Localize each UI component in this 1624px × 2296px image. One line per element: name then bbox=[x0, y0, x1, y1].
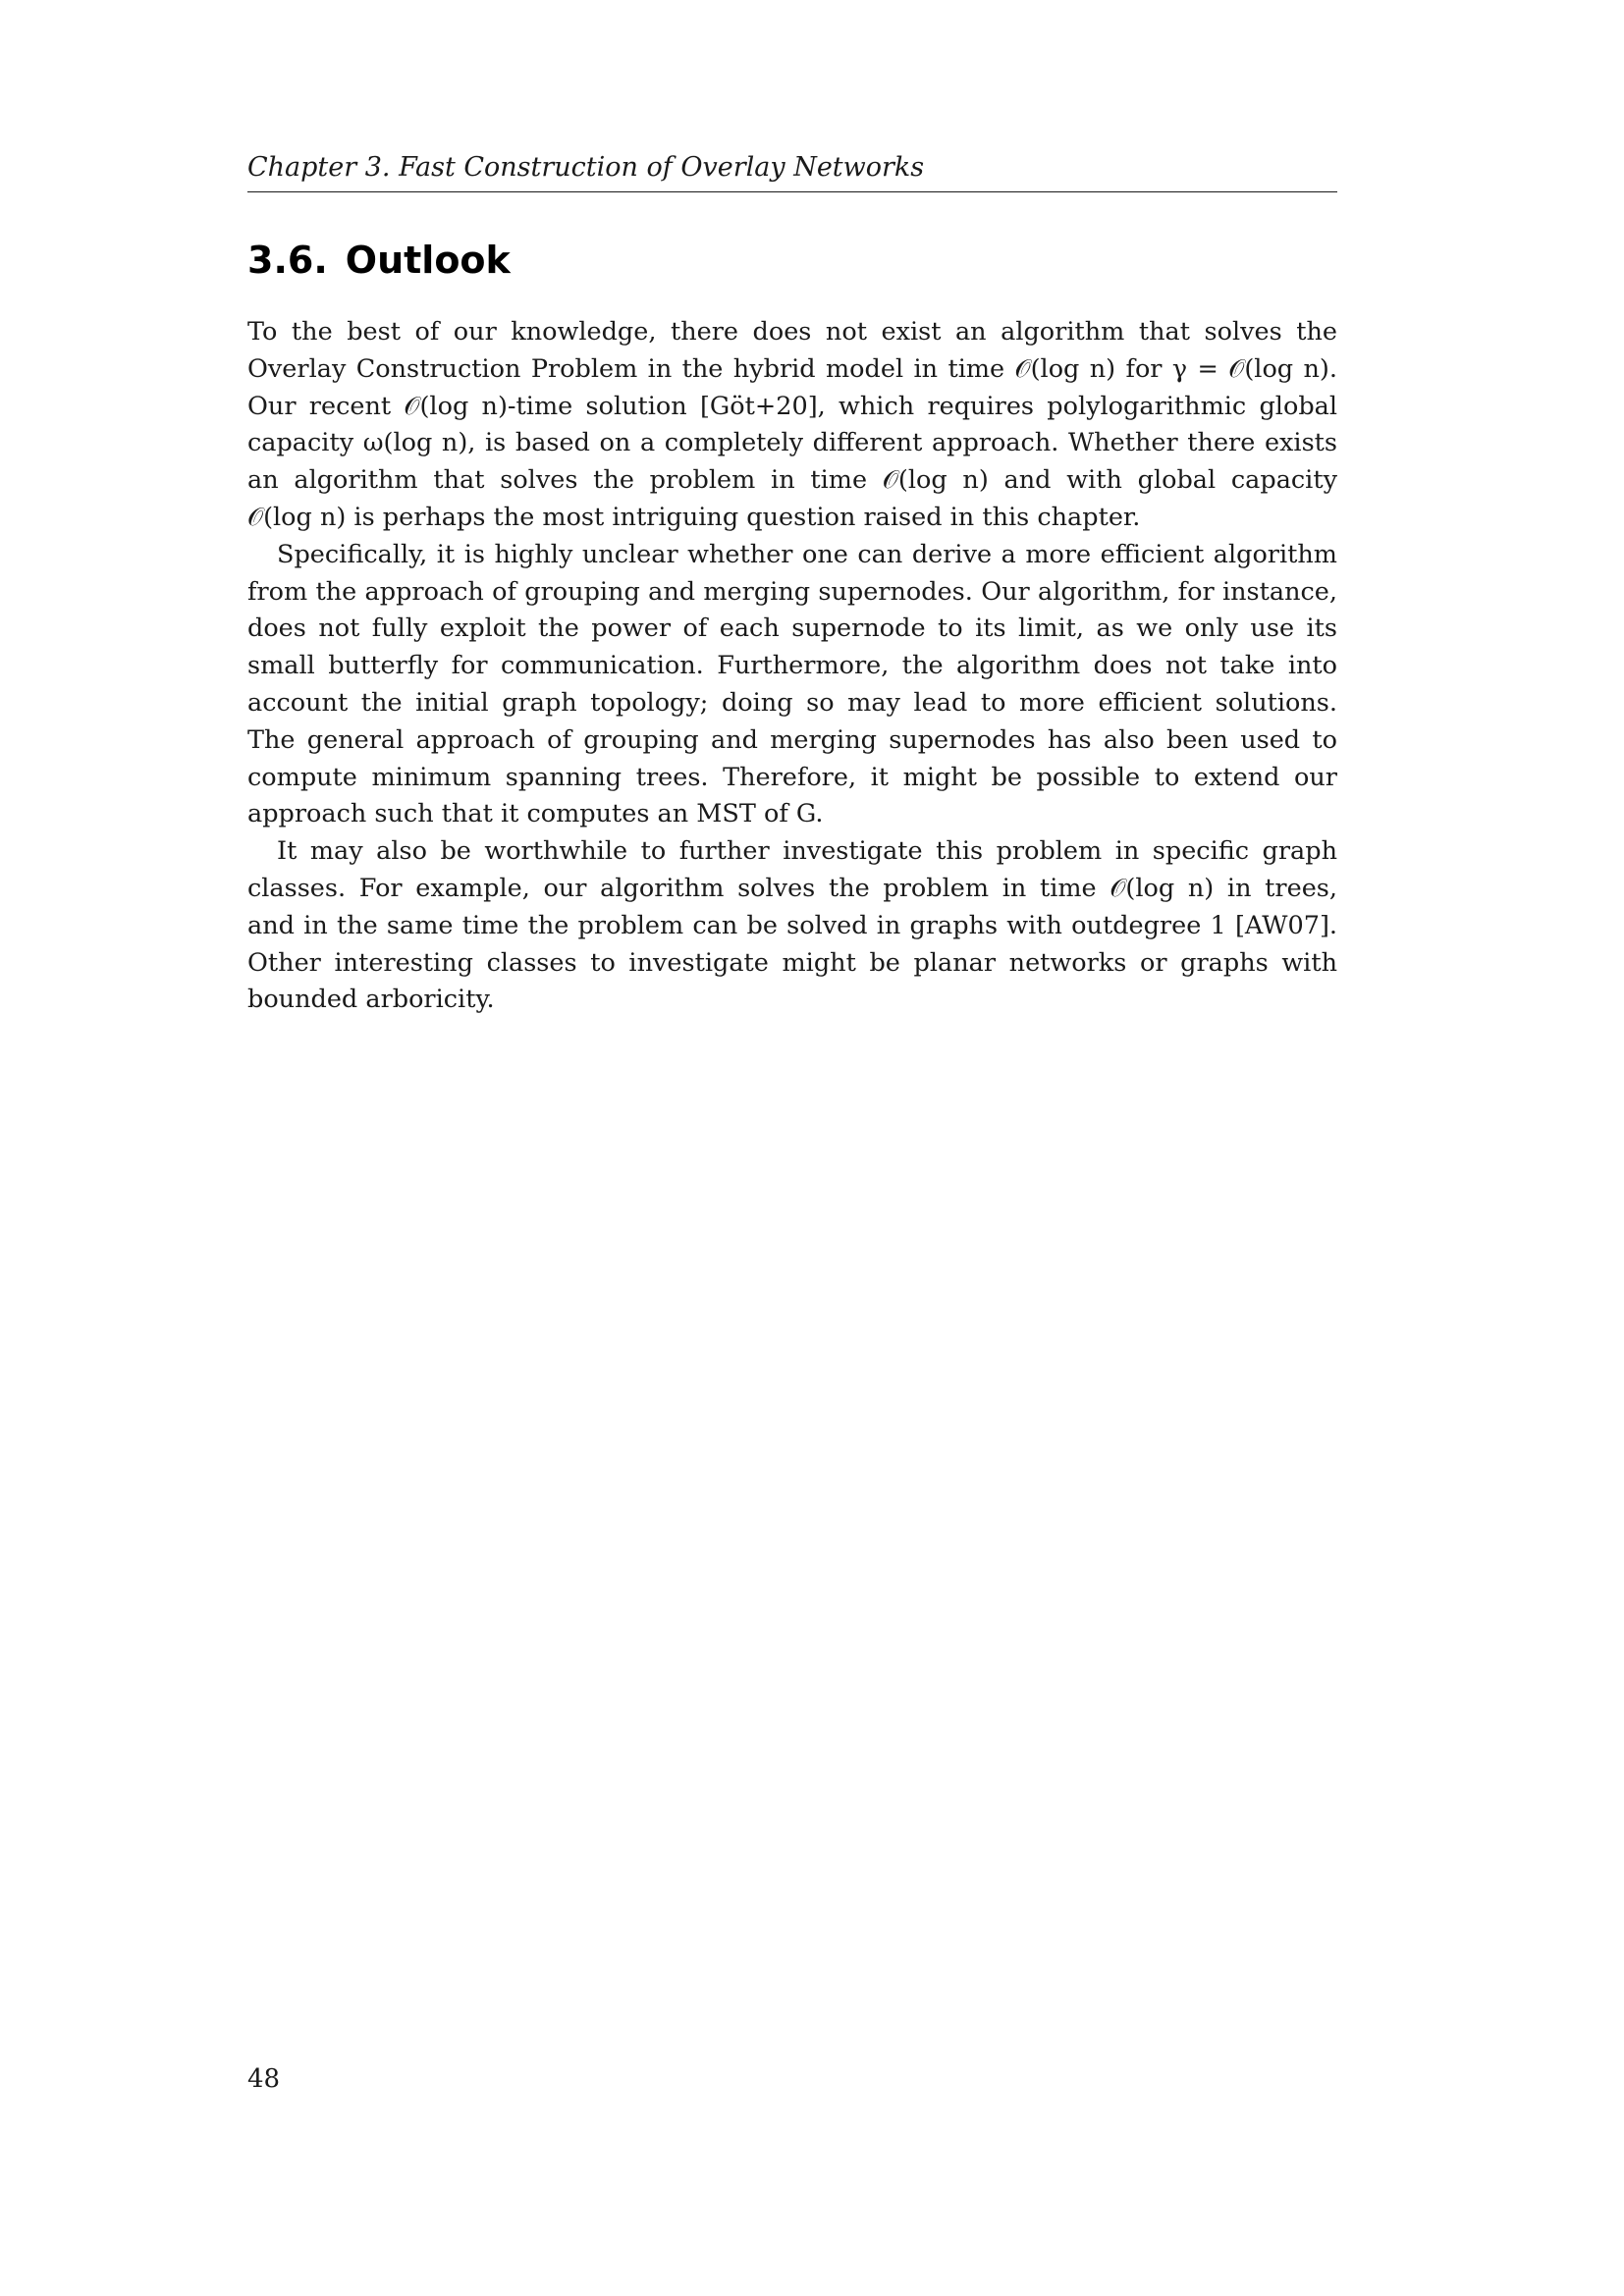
paragraph-line: bounded arboricity. bbox=[247, 985, 495, 1015]
paragraph-line: 𝒪(log n) is perhaps the most intriguing question raised in this chapter. bbox=[247, 502, 1141, 532]
paragraph-line: To the best of our knowledge, there does not exist an algorithm that solves the bbox=[247, 317, 1337, 347]
paragraph-line: capacity ω(log n), is based on a completely different approach. Whether there exists bbox=[247, 428, 1337, 458]
paragraph-3 bbox=[247, 833, 1337, 1019]
paragraph-2 bbox=[247, 537, 1337, 833]
paragraph-line: Overlay Construction Problem in the hybrid model in time 𝒪(log n) for γ = 𝒪(log n). bbox=[247, 353, 1337, 384]
section-heading bbox=[247, 234, 511, 287]
section-body bbox=[247, 314, 1337, 1019]
paragraph-line: account the initial graph topology; doing so may lead to more efficient solutions. bbox=[247, 687, 1337, 718]
paragraph-line: and in the same time the problem can be solved in graphs with outdegree 1 [AW07]. bbox=[247, 910, 1337, 940]
paragraph-line: Our recent 𝒪(log n)-time solution [Göt+20], which requires polylogarithmic global bbox=[247, 391, 1337, 421]
paragraph-line: compute minimum spanning trees. Therefore, it might be possible to extend our bbox=[247, 762, 1337, 792]
paragraph-line: It may also be worthwhile to further investigate this problem in specific graph bbox=[277, 836, 1337, 867]
paragraph-line: approach such that it computes an MST of G. bbox=[247, 799, 824, 829]
section-title: Outlook bbox=[345, 239, 511, 282]
paragraph-line: does not fully exploit the power of each supernode to its limit, as we only use its bbox=[247, 614, 1337, 644]
running-header bbox=[247, 149, 1337, 192]
section-number: 3.6. bbox=[247, 239, 328, 282]
paragraph-line: from the approach of grouping and merging supernodes. Our algorithm, for instance, bbox=[247, 576, 1337, 607]
paragraph-line: The general approach of grouping and merging supernodes has also been used to bbox=[247, 724, 1337, 755]
paragraph-1 bbox=[247, 314, 1337, 537]
paragraph-line: Other interesting classes to investigate might be planar networks or graphs with bbox=[247, 947, 1337, 978]
page-number: 48 bbox=[247, 2064, 281, 2094]
running-title: Chapter 3. Fast Construction of Overlay Networks bbox=[247, 152, 925, 183]
paragraph-line: classes. For example, our algorithm solves the problem in time 𝒪(log n) in trees, bbox=[247, 873, 1337, 903]
paragraph-line: Specifically, it is highly unclear whether one can derive a more efficient algorithm bbox=[277, 539, 1337, 569]
paragraph-line: an algorithm that solves the problem in time 𝒪(log n) and with global capacity bbox=[247, 465, 1337, 496]
paragraph-line: small butterfly for communication. Furthermore, the algorithm does not take into bbox=[247, 651, 1337, 681]
